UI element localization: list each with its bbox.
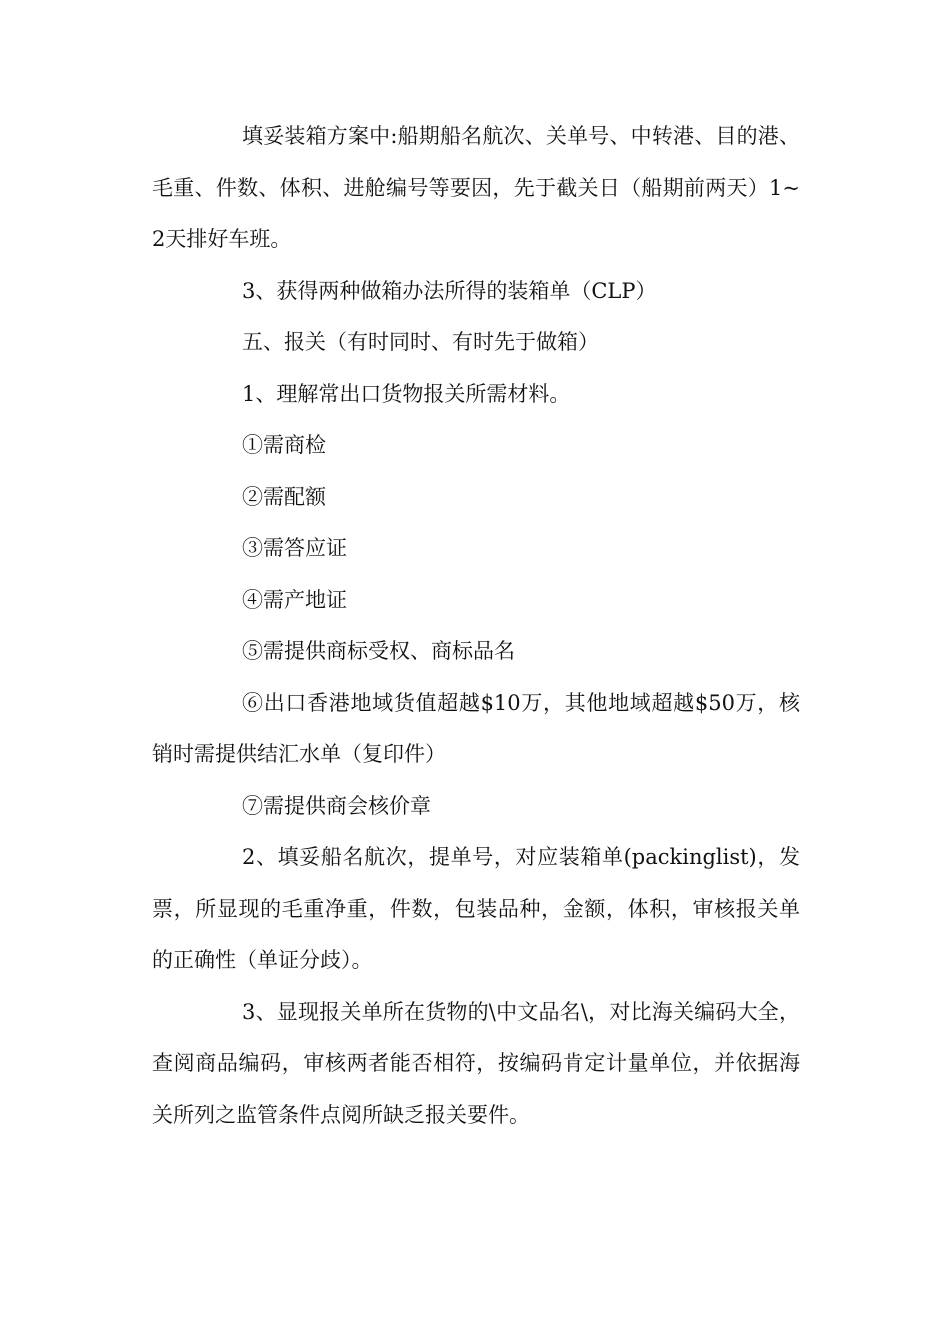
list-item-trademark: ⑤需提供商标受权、商标品名 (242, 639, 515, 663)
list-item-license: ③需答应证 (242, 536, 347, 560)
list-item-quota: ②需配额 (242, 484, 326, 509)
paragraph-materials: 1、理解常出口货物报关所需材料。 (242, 381, 571, 406)
paragraph-loading-plan: 填妥装箱方案中:船期船名航次、关单号、中转港、目的港、毛重、件数、体积、进舱编号等要因，先于截关日（船期前两天）1~2天排好车班。 (152, 124, 800, 251)
list-item-value-threshold: ⑥出口香港地域货值超越$10万，其他地域超越$50万，核销时需提供结汇水单（复印件） (152, 690, 800, 766)
paragraph-clp: 3、获得两种做箱办法所得的装箱单（CLP） (242, 278, 657, 303)
list-item-origin-certificate: ④需产地证 (242, 587, 347, 612)
list-item-inspection: ①需商检 (242, 433, 326, 457)
paragraph-hs-code: 3、显现报关单所在货物的\中文品名\，对比海关编码大全，查阅商品编码，审核两者能否相符，按编码肯定计量单位，并依据海关所列之监管条件点阅所缺乏报关要件。 (152, 999, 800, 1127)
list-item-chamber-stamp: ⑦需提供商会核价章 (242, 793, 431, 818)
section-heading-customs: 五、报关（有时同时、有时先于做箱） (242, 330, 599, 354)
paragraph-fill-vessel: 2、填妥船名航次，提单号，对应装箱单(packinglist)，发票，所显现的毛重净重，件数，包装品种，金额，体积，审核报关单的正确性（单证分歧）。 (152, 845, 800, 972)
document-body (152, 111, 800, 1141)
